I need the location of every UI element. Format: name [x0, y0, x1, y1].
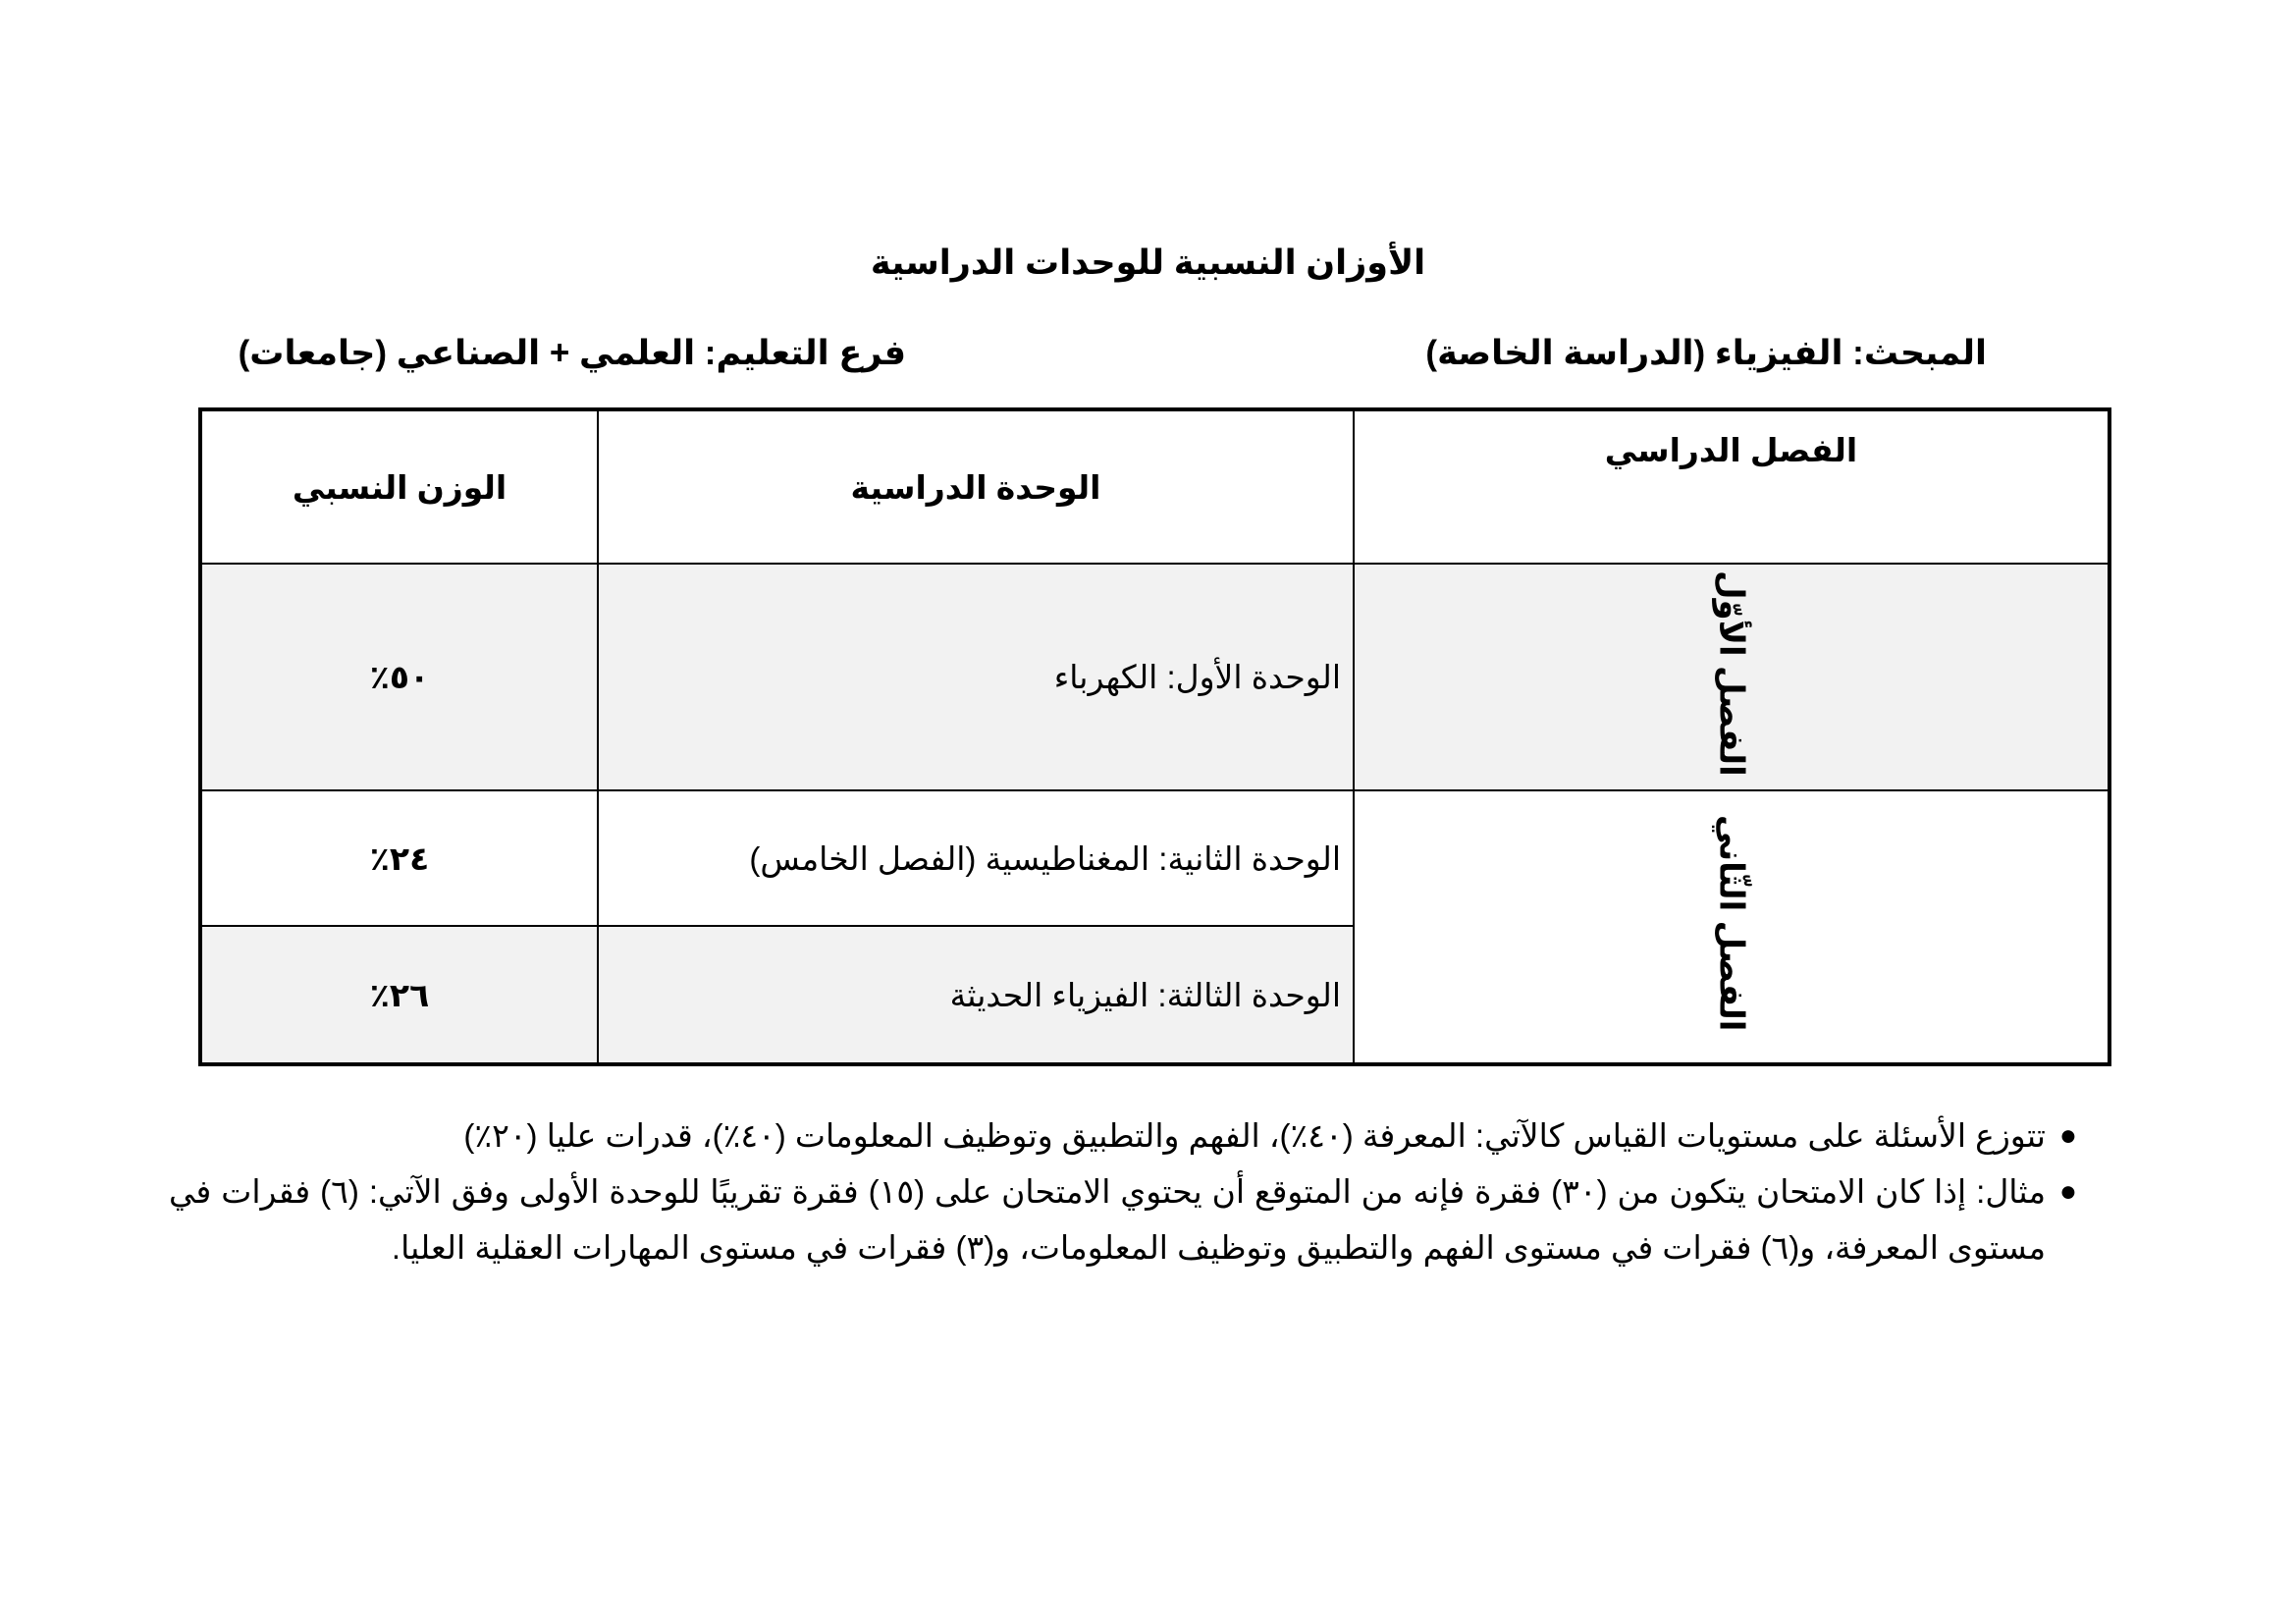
semester-label-second: الفصل الثّاني	[1712, 814, 1750, 1032]
branch-label: فرع التعليم: العلمي + الصناعي (جامعات)	[238, 334, 906, 372]
table-header-row	[200, 409, 2109, 564]
unit-cell: الوحدة الأول: الكهرباء	[598, 564, 1354, 790]
weights-table	[198, 407, 2111, 1066]
bullet-icon: ●	[2058, 1119, 2077, 1152]
notes-list	[169, 1108, 2075, 1275]
list-item	[169, 1164, 2077, 1275]
subject-label: المبحث: الفيزياء (الدراسة الخاصة)	[1425, 334, 1987, 372]
weight-cell: ٢٤٪	[200, 790, 598, 926]
table-row	[200, 790, 2109, 926]
note-text: تتوزع الأسئلة على مستويات القياس كالآتي: المعرفة (٤٠٪)، الفهم والتطبيق وتوظيف المعلومات (٤٠٪)، قدرات عليا (٢٠٪)	[463, 1117, 2046, 1154]
unit-cell: الوحدة الثالثة: الفيزياء الحديثة	[598, 926, 1354, 1064]
semester-label-first: الفصل الأوّل	[1712, 569, 1750, 777]
list-item	[169, 1108, 2077, 1164]
page-title: الأوزان النسبية للوحدات الدراسية	[870, 244, 1426, 282]
weight-cell: ٢٦٪	[200, 926, 598, 1064]
header-unit: الوحدة الدراسية	[598, 409, 1354, 564]
note-text: مثال: إذا كان الامتحان يتكون من (٣٠) فقرة فإنه من المتوقع أن يحتوي الامتحان على (١٥) فقرة تقريبًا للوحدة الأولى وفق الآتي: (٦) فقرات في مستوى المعرفة، و(٦) فقرات في مستوى الفهم والتطبيق وتوظيف المعلومات، و(٣) فقرات في مستوى المهارات العقلية العليا.	[169, 1173, 2046, 1266]
weight-cell: ٥٠٪	[200, 564, 598, 790]
header-weight: الوزن النسبي	[200, 409, 598, 564]
semester-cell-first	[1354, 564, 2109, 790]
table-row	[200, 564, 2109, 790]
semester-cell-second	[1354, 790, 2109, 1064]
header-semester: الفصل الدراسي	[1354, 409, 2109, 564]
bullet-icon: ●	[2058, 1175, 2077, 1208]
unit-cell: الوحدة الثانية: المغناطيسية (الفصل الخامس)	[598, 790, 1354, 926]
